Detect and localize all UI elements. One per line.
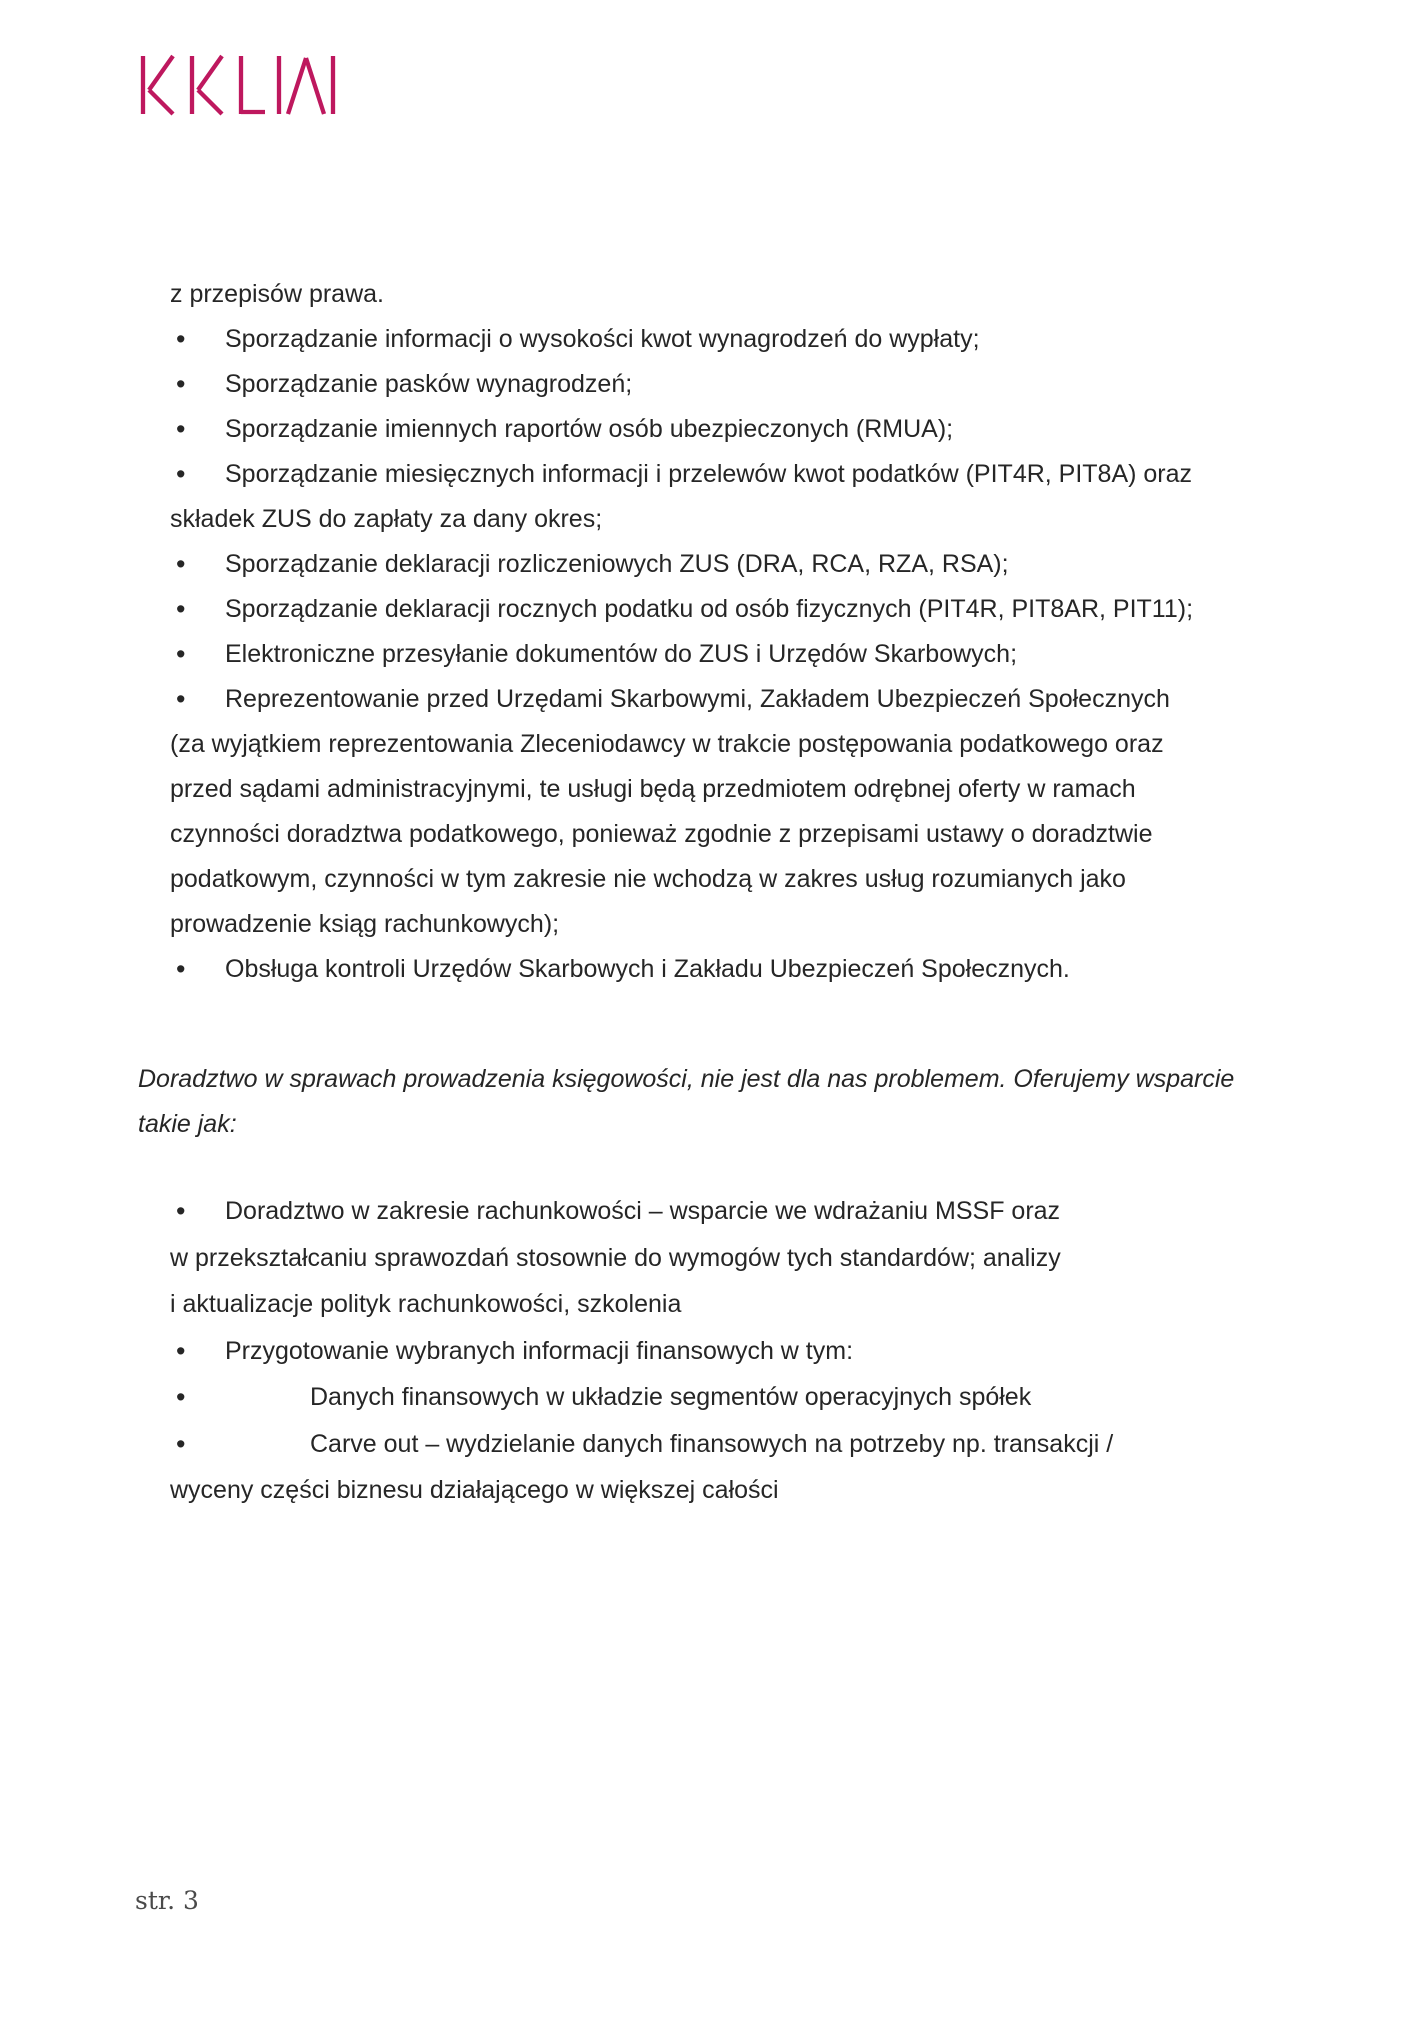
list-item-text: prowadzenie ksiąg rachunkowych); — [170, 910, 560, 938]
paragraph-line-text: Doradztwo w sprawach prowadzenia księgowości, nie jest dla nas problemem. Oferujemy wsparcie — [138, 1065, 1235, 1093]
list-item-text: Obsługa kontroli Urzędów Skarbowych i Zakładu Ubezpieczeń Społecznych. — [225, 955, 1070, 983]
list-item-text: Danych finansowych w układzie segmentów operacyjnych spółek — [310, 1383, 1032, 1411]
bullet-icon: • — [176, 549, 186, 579]
list-item-text: Sporządzanie pasków wynagrodzeń; — [225, 370, 633, 398]
bullet-icon: • — [176, 1428, 186, 1459]
list-item-text: wyceny części biznesu działającego w większej całości — [170, 1476, 779, 1504]
list-item — [170, 587, 1193, 632]
list-item-text: składek ZUS do zapłaty za dany okres; — [170, 505, 603, 533]
list-item-text: Sporządzanie informacji o wysokości kwot wynagrodzeń do wypłaty; — [225, 325, 980, 353]
list-item-text: Sporządzanie miesięcznych informacji i przelewów kwot podatków (PIT4R, PIT8A) oraz — [225, 460, 1193, 488]
list-item-text: Sporządzanie deklaracji rocznych podatku od osób fizycznych (PIT4R, PIT8AR, PIT11); — [225, 595, 1194, 623]
kklw-logo-glyphs — [140, 54, 340, 116]
list-item-text: Doradztwo w zakresie rachunkowości – wsparcie we wdrażaniu MSSF oraz — [225, 1197, 1061, 1225]
list-item-continuation — [170, 722, 1193, 767]
list-item — [170, 407, 1193, 452]
list-item — [170, 1328, 1113, 1375]
list-item — [170, 362, 1193, 407]
list-item — [170, 632, 1193, 677]
paragraph-line-text: takie jak: — [138, 1110, 237, 1138]
list-item-continuation — [170, 902, 1193, 947]
list-item-text: Elektroniczne przesyłanie dokumentów do ZUS i Urzędów Skarbowych; — [225, 640, 1018, 668]
intro-line — [170, 272, 1193, 317]
list-item-continuation — [170, 1281, 1113, 1328]
paragraph-line — [138, 1057, 1234, 1102]
list-item-continuation — [170, 767, 1193, 812]
kklw-logo — [140, 54, 340, 121]
bullet-icon: • — [176, 369, 186, 399]
list-item-text: w przekształcaniu sprawozdań stosownie do wymogów tych standardów; analizy — [170, 1243, 1061, 1272]
bullet-icon: • — [176, 1335, 186, 1366]
list-item — [170, 542, 1193, 587]
bullet-icon: • — [176, 639, 186, 669]
list-item-text: Sporządzanie deklaracji rozliczeniowych ZUS (DRA, RCA, RZA, RSA); — [225, 550, 1009, 578]
list-item-continuation — [170, 497, 1193, 542]
advisory-paragraph — [138, 1057, 1234, 1147]
advisory-list — [170, 1188, 1113, 1514]
list-item-text: Przygotowanie wybranych informacji finansowych w tym: — [225, 1336, 854, 1365]
intro-line-text: z przepisów prawa. — [170, 280, 384, 308]
page-number: str. 3 — [135, 1886, 199, 1915]
bullet-icon: • — [176, 324, 186, 354]
list-item-continuation — [170, 812, 1193, 857]
bullet-icon: • — [176, 414, 186, 444]
paragraph-line — [138, 1102, 1234, 1147]
bullet-icon: • — [176, 1382, 186, 1412]
list-item — [170, 947, 1193, 992]
list-item-text: Reprezentowanie przed Urzędami Skarbowymi, Zakładem Ubezpieczeń Społecznych — [225, 685, 1170, 713]
bullet-icon: • — [176, 954, 186, 984]
list-item — [170, 1374, 1113, 1421]
list-item — [170, 452, 1193, 497]
list-item-text: (za wyjątkiem reprezentowania Zleceniodawcy w trakcie postępowania podatkowego oraz — [170, 730, 1164, 758]
list-item — [170, 1421, 1113, 1468]
list-item — [170, 677, 1193, 722]
list-item-text: i aktualizacje polityk rachunkowości, szkolenia — [170, 1290, 682, 1318]
list-item-continuation — [170, 1235, 1113, 1282]
list-item — [170, 1188, 1113, 1235]
list-item-continuation — [170, 1467, 1113, 1514]
list-item-text: podatkowym, czynności w tym zakresie nie wchodzą w zakres usług rozumianych jako — [170, 865, 1126, 893]
list-item — [170, 317, 1193, 362]
services-list — [170, 272, 1193, 992]
list-item-text: Carve out – wydzielanie danych finansowych na potrzeby np. transakcji / — [310, 1429, 1114, 1458]
list-item-text: przed sądami administracyjnymi, te usługi będą przedmiotem odrębnej oferty w ramach — [170, 775, 1136, 803]
bullet-icon: • — [176, 459, 186, 489]
bullet-icon: • — [176, 684, 186, 714]
list-item-continuation — [170, 857, 1193, 902]
bullet-icon: • — [176, 594, 186, 624]
list-item-text: czynności doradztwa podatkowego, ponieważ zgodnie z przepisami ustawy o doradztwie — [170, 820, 1153, 848]
list-item-text: Sporządzanie imiennych raportów osób ubezpieczonych (RMUA); — [225, 415, 954, 443]
bullet-icon: • — [176, 1196, 186, 1226]
